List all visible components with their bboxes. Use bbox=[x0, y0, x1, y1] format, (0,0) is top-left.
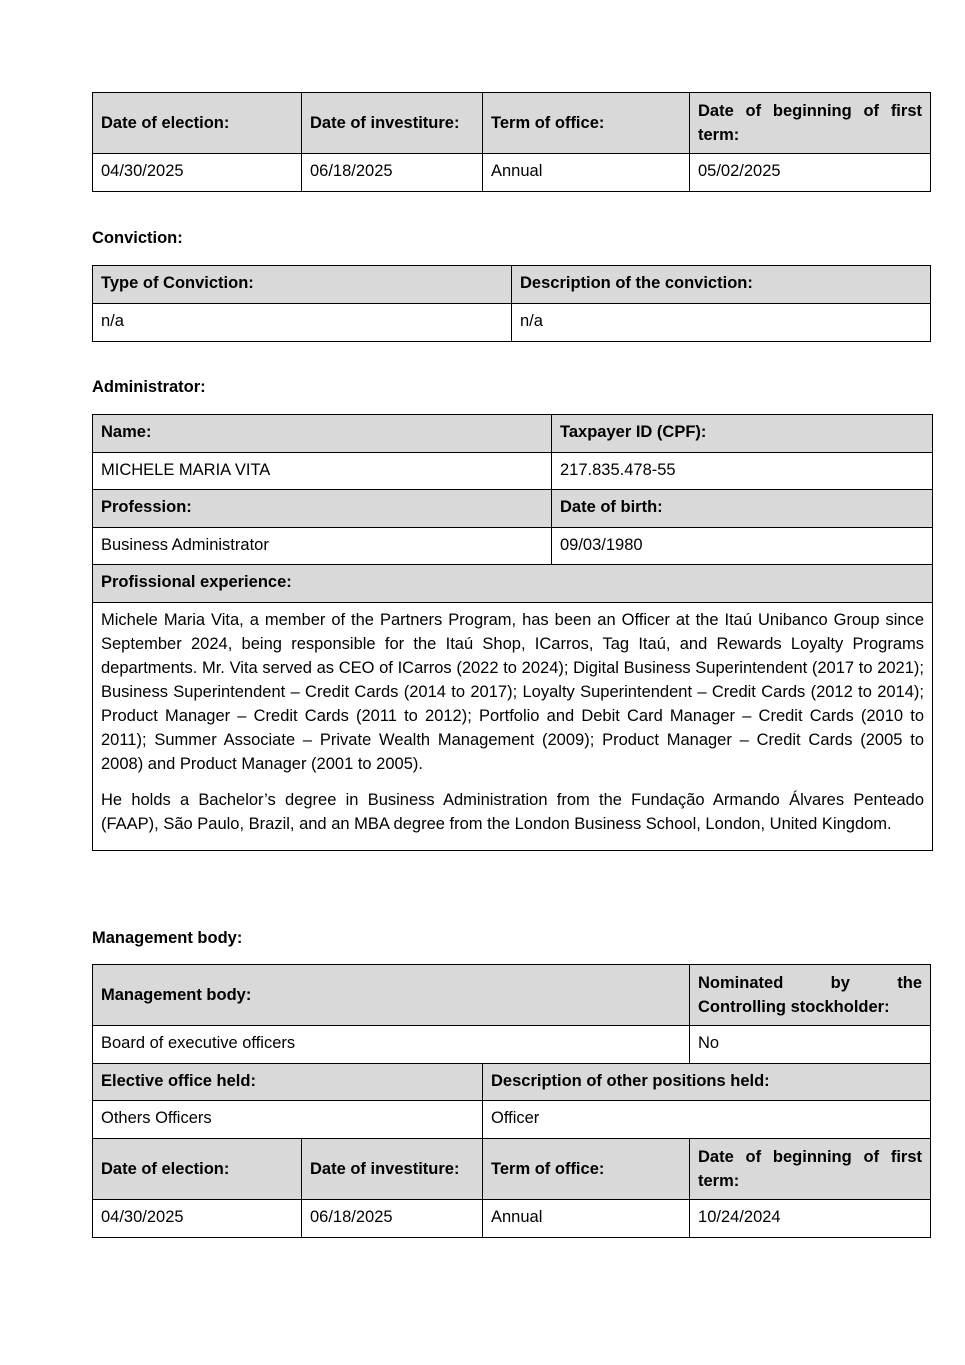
conviction-table bbox=[92, 265, 931, 342]
date-of-election-value: 04/30/2025 bbox=[93, 154, 302, 192]
professional-experience-body bbox=[93, 603, 933, 851]
conviction-description-header: Description of the conviction: bbox=[512, 266, 931, 304]
elective-office-header: Elective office held: bbox=[93, 1064, 483, 1101]
other-positions-header: Description of other positions held: bbox=[483, 1064, 931, 1101]
first-term-date-header: Date of beginning of first term: bbox=[690, 1139, 931, 1200]
management-section-title: Management body: bbox=[92, 929, 243, 947]
date-of-election-header: Date of election: bbox=[93, 1139, 302, 1200]
first-term-date-value: 05/02/2025 bbox=[690, 154, 931, 192]
date-of-investiture-header: Date of investiture: bbox=[302, 1139, 483, 1200]
cpf-header: Taxpayer ID (CPF): bbox=[552, 415, 933, 453]
conviction-type-header: Type of Conviction: bbox=[93, 266, 512, 304]
nominated-header: Nominated by the Controlling stockholder: bbox=[690, 965, 931, 1026]
professional-experience-header: Profissional experience: bbox=[93, 565, 933, 603]
term-of-office-header: Term of office: bbox=[483, 93, 690, 154]
conviction-description-value: n/a bbox=[512, 304, 931, 342]
name-header: Name: bbox=[93, 415, 552, 453]
administrator-section-title: Administrator: bbox=[92, 378, 206, 396]
term-of-office-value: Annual bbox=[483, 1200, 690, 1238]
first-term-date-value: 10/24/2024 bbox=[690, 1200, 931, 1238]
term-of-office-value: Annual bbox=[483, 154, 690, 192]
management-body-header: Management body: bbox=[93, 965, 690, 1026]
management-body-value: Board of executive officers bbox=[93, 1026, 690, 1064]
term-table-1 bbox=[92, 92, 931, 192]
experience-paragraph-2: He holds a Bachelor’s degree in Business Administration from the Fundação Armando Álvares Penteado (FAAP), São Paulo, Brazil, and an MBA degree from the London Business School, London, United Kingdom. bbox=[101, 791, 924, 833]
date-of-investiture-header: Date of investiture: bbox=[302, 93, 483, 154]
conviction-section-title: Conviction: bbox=[92, 229, 183, 247]
date-of-investiture-value: 06/18/2025 bbox=[302, 1200, 483, 1238]
date-of-election-header: Date of election: bbox=[93, 93, 302, 154]
profession-value: Business Administrator bbox=[93, 528, 552, 565]
term-of-office-header: Term of office: bbox=[483, 1139, 690, 1200]
name-value: MICHELE MARIA VITA bbox=[93, 453, 552, 490]
date-of-election-value: 04/30/2025 bbox=[93, 1200, 302, 1238]
administrator-table bbox=[92, 414, 933, 851]
management-table bbox=[92, 964, 931, 1238]
date-of-birth-value: 09/03/1980 bbox=[552, 528, 933, 565]
date-of-birth-header: Date of birth: bbox=[552, 490, 933, 528]
cpf-value: 217.835.478-55 bbox=[552, 453, 933, 490]
elective-office-value: Others Officers bbox=[93, 1101, 483, 1139]
date-of-investiture-value: 06/18/2025 bbox=[302, 154, 483, 192]
conviction-type-value: n/a bbox=[93, 304, 512, 342]
experience-paragraph-1: Michele Maria Vita, a member of the Partners Program, has been an Officer at the Itaú Unibanco Group since September 2024, being responsible for the Itaú Shop, ICarros, Tag Itaú, and Rewards Loyalty Programs departments. Mr. Vita served as CEO of ICarros (2022 to 2024); Digital Business Superintendent (2017 to 2021); Business Superintendent – Credit Cards (2014 to 2017); Loyalty Superintendent – Credit Cards (2012 to 2014); Product Manager – Credit Cards (2011 to 2012); Portfolio and Debit Card Manager – Credit Cards (2010 to 2011); Summer Associate – Private Wealth Management (2009); Product Manager – Credit Cards (2005 to 2008) and Product Manager (2001 to 2005). bbox=[101, 611, 924, 773]
first-term-date-header: Date of beginning of first term: bbox=[690, 93, 931, 154]
other-positions-value: Officer bbox=[483, 1101, 931, 1139]
nominated-value: No bbox=[690, 1026, 931, 1064]
profession-header: Profession: bbox=[93, 490, 552, 528]
